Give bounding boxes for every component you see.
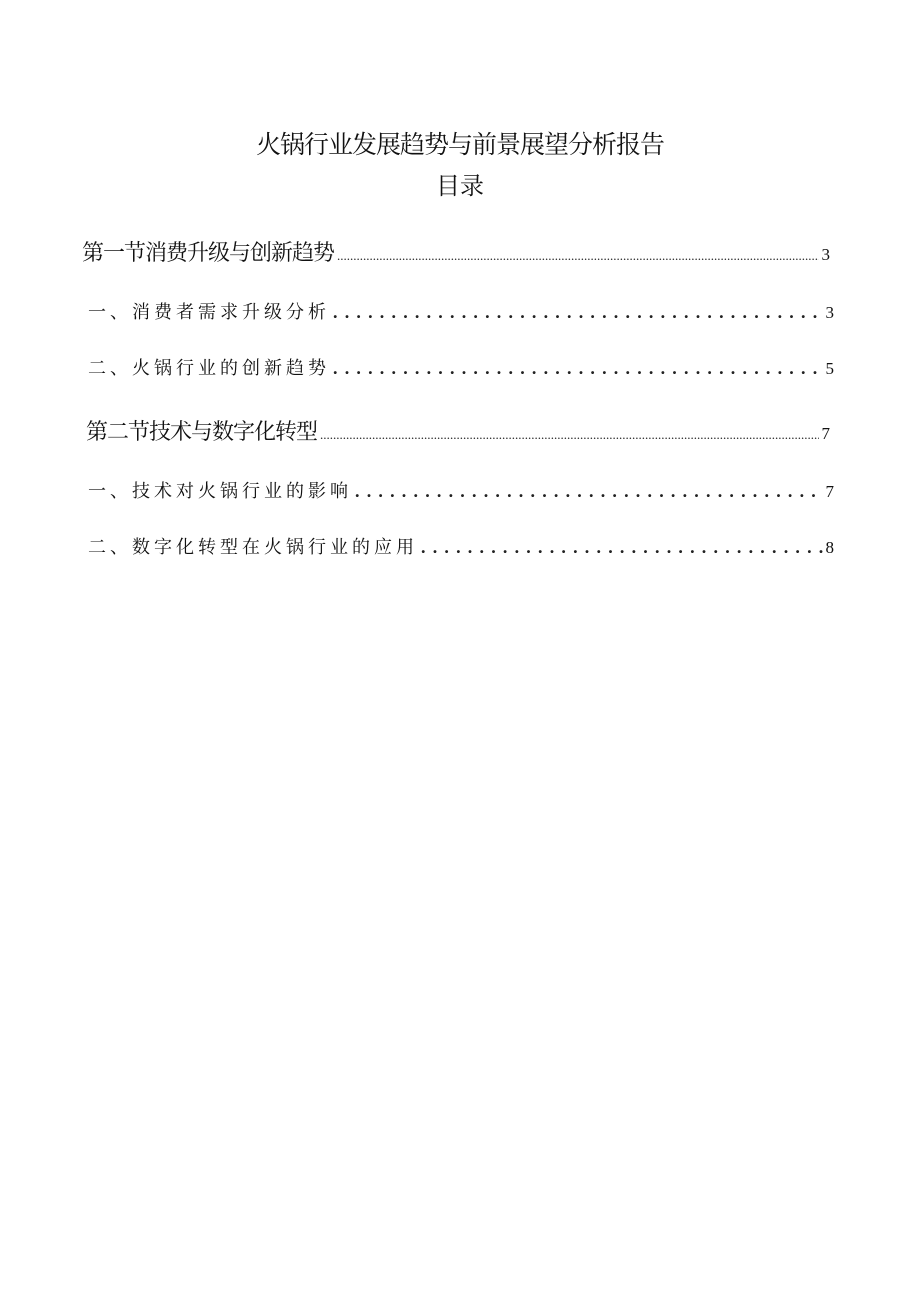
toc-entry-page-number: 7: [821, 424, 830, 443]
toc-dot-leader: [421, 537, 823, 558]
toc-entry-page-number: 7: [825, 482, 834, 501]
toc-dot-leader: [355, 481, 823, 502]
toc-entry-label: 第二节技术与数字化转型: [86, 420, 318, 445]
toc-entry-section-2-1[interactable]: [88, 477, 834, 503]
toc-entry-page-number: 3: [821, 245, 830, 264]
toc-dot-leader: [333, 358, 823, 379]
toc-heading: 目录: [436, 172, 484, 200]
toc-dot-leader: [320, 427, 818, 443]
toc-entry-section-1-2[interactable]: [88, 354, 834, 380]
toc-entry-page-number: 8: [825, 538, 834, 557]
toc-entry-section-1[interactable]: [82, 236, 830, 267]
toc-entry-section-1-1[interactable]: [88, 298, 834, 324]
toc-entry-label: 一、消费者需求升级分析: [88, 302, 330, 323]
toc-dot-leader: [337, 248, 818, 264]
toc-entry-section-2[interactable]: [86, 415, 830, 446]
toc-entry-section-2-2[interactable]: [88, 533, 834, 559]
toc-entry-label: 一、技术对火锅行业的影响: [88, 481, 352, 502]
toc-entry-label: 第一节消费升级与创新趋势: [82, 241, 335, 266]
toc-entry-page-number: 5: [825, 359, 834, 378]
toc-entry-label: 二、数字化转型在火锅行业的应用: [88, 537, 418, 558]
toc-dot-leader: [333, 302, 823, 323]
toc-entry-label: 二、火锅行业的创新趋势: [88, 358, 330, 379]
document-title: 火锅行业发展趋势与前景展望分析报告: [255, 130, 664, 159]
toc-entry-page-number: 3: [825, 303, 834, 322]
